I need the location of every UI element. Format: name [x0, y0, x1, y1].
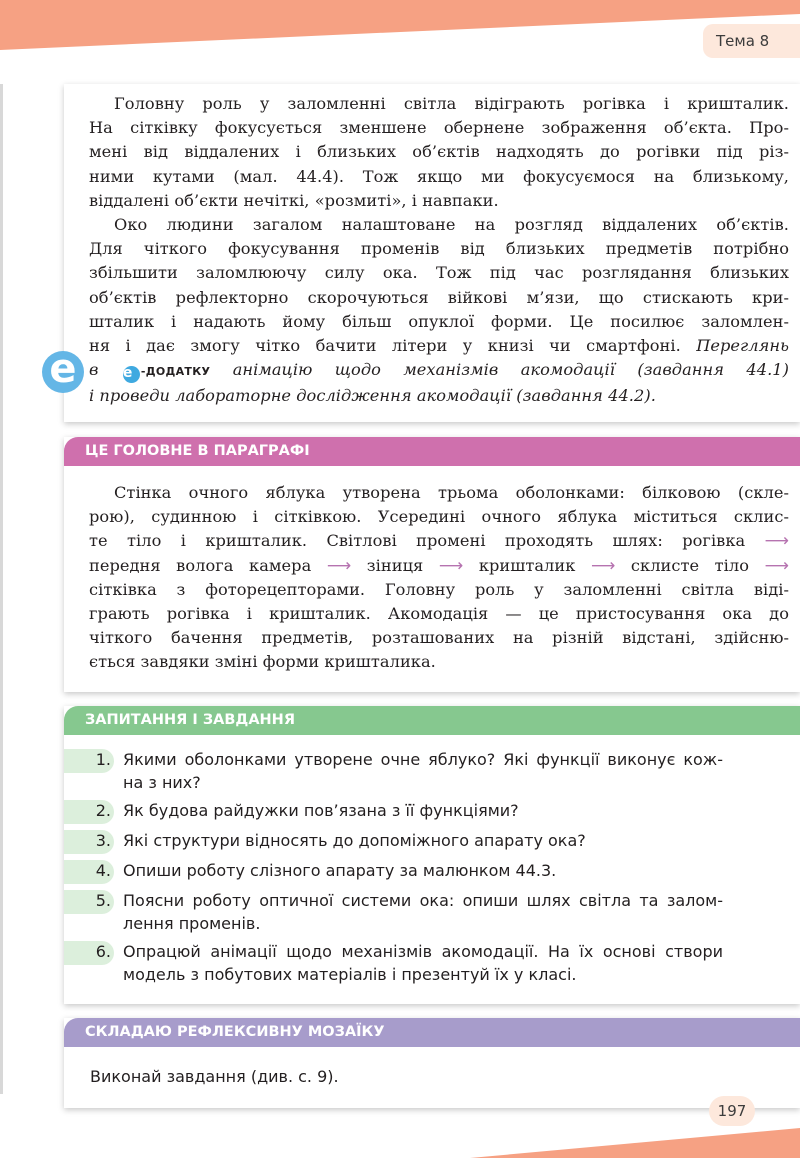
topic-label: Тема 8 [703, 24, 800, 58]
question-line: модель з побутових матеріалів і презентуй їх у класі. [123, 965, 577, 984]
intro-line-10: шталик і надають йому більш опуклої форми. Це посилює заломлен- [89, 311, 789, 331]
top-decorative-band [0, 0, 800, 60]
intro-line-11-text: ня і дає змогу чітко бачити літери у книзі чи смартфоні. [89, 336, 681, 356]
summary-line-6: грають рогівка і кришталик. Акомодація — це пристосування ока до [89, 604, 789, 624]
intro-line-12-in: в [89, 360, 99, 380]
bottom-decorative-band [0, 1108, 800, 1158]
intro-line-3: мені від віддалених і близьких об’єктів надходять до рогівки під різ- [89, 142, 789, 162]
arrow-right-icon: ⟶ [764, 531, 789, 552]
intro-line-11-italic: Переглянь [696, 336, 789, 356]
question-text: Опиши роботу слізного апарату за малюнком 44.3. [123, 861, 557, 880]
arrow-right-icon: ⟶ [326, 555, 352, 576]
questions-card [64, 706, 800, 1004]
list-item [64, 859, 800, 884]
intro-line-9: об’єктів рефлекторно скорочуються війкові м’язи, що стискають кри- [89, 287, 789, 307]
arrow-right-icon: ⟶ [438, 555, 464, 576]
intro-text-card [64, 84, 800, 422]
summary-body [64, 466, 800, 675]
question-number: 2. [64, 800, 114, 824]
summary-line-8: ється завдяки зміні форми кришталика. [89, 652, 436, 672]
arrow-right-icon: ⟶ [590, 555, 616, 576]
intro-line-7: Для чіткого фокусування променів від близьких предметів потрібно [89, 239, 789, 259]
list-item [64, 889, 800, 935]
page-number: 197 [709, 1096, 755, 1126]
question-number: 3. [64, 830, 114, 854]
e-addon-link[interactable]: -ДОДАТКУ [140, 365, 211, 379]
question-line: Якими оболонками утворене очне яблуко? Які функції виконує кож- [123, 750, 723, 769]
arrow-right-icon: ⟶ [764, 555, 789, 576]
intro-line-5: віддалені об’єкти нечіткі, «розмиті», і навпаки. [89, 190, 499, 210]
intro-line-6: Око людини загалом налаштоване на розгляд віддалених об’єктів. [114, 215, 789, 235]
list-item [64, 748, 800, 794]
question-text [114, 940, 723, 986]
e-addon-icon[interactable]: e [123, 366, 140, 383]
summary-line-4c: кришталик [478, 555, 576, 575]
list-item [64, 829, 800, 854]
question-text [114, 748, 723, 794]
intro-line-12-rest: анімацію щодо механізмів акомодації (завдання 44.1) [232, 360, 789, 380]
reflect-card [64, 1018, 800, 1108]
reflect-title: СКЛАДАЮ РЕФЛЕКСИВНУ МОЗАЇКУ [64, 1018, 800, 1047]
summary-line-3 [89, 529, 789, 553]
list-item [64, 799, 800, 824]
left-margin-rule [0, 84, 3, 1094]
question-text: Які структури відносять до допоміжного апарату ока? [123, 831, 586, 850]
question-line: лення променів. [123, 914, 261, 933]
e-resource-icon[interactable]: e [42, 351, 84, 393]
question-number: 6. [64, 941, 114, 965]
summary-line-1: Стінка очного яблука утворена трьома оболонками: білковою (скле- [114, 483, 789, 502]
question-number: 4. [64, 860, 114, 884]
question-text [114, 889, 723, 935]
summary-line-4d: склисте тіло [630, 555, 750, 575]
summary-line-4b: зіниця [366, 555, 424, 575]
intro-line-13: і проведи лабораторне дослідження акомодації (завдання 44.2). [89, 386, 656, 406]
summary-line-2: рою), судинною і сітківкою. Усередині очного яблука міститься склис- [89, 507, 789, 527]
question-line: Поясни роботу оптичної системи ока: опиши шлях світла та залом- [123, 891, 723, 910]
questions-list [64, 735, 800, 986]
summary-line-4 [89, 554, 789, 578]
intro-line-4: ними кутами (мал. 44.4). Тож якщо ми фокусуємося на близькому, [89, 166, 789, 186]
question-text: Як будова райдужки пов’язана з її функціями? [123, 801, 519, 820]
question-line: на з них? [123, 773, 201, 792]
question-line: Опрацюй анімації щодо механізмів акомодації. На їх основі створи [123, 942, 723, 961]
summary-line-7: чіткого бачення предметів, розташованих на різній відстані, здійсню- [89, 628, 789, 648]
intro-line-12 [89, 358, 789, 384]
reflect-text: Виконай завдання (див. с. 9). [90, 1067, 339, 1086]
intro-line-11 [89, 334, 789, 358]
summary-line-4a: передня волога камера [89, 555, 312, 575]
list-item [64, 940, 800, 986]
question-number: 5. [64, 890, 114, 914]
questions-title: ЗАПИТАННЯ І ЗАВДАННЯ [64, 706, 800, 735]
intro-line-8: збільшити заломлюючу силу ока. Тож під час розглядання близьких [89, 263, 789, 283]
intro-line-1: Головну роль у заломленні світла відіграють рогівка і кришталик. [114, 94, 789, 113]
summary-card [64, 437, 800, 692]
summary-line-3-text: те тіло і кришталик. Світлові промені проходять шлях: рогівка [89, 531, 746, 551]
summary-title: ЦЕ ГОЛОВНЕ В ПАРАГРАФІ [64, 437, 800, 466]
question-number: 1. [64, 749, 114, 773]
intro-line-2: На сітківку фокусується зменшене обернене зображення об’єкта. Про- [89, 118, 789, 138]
summary-line-5: сітківка з фоторецепторами. Головну роль у заломленні світла віді- [89, 579, 789, 599]
